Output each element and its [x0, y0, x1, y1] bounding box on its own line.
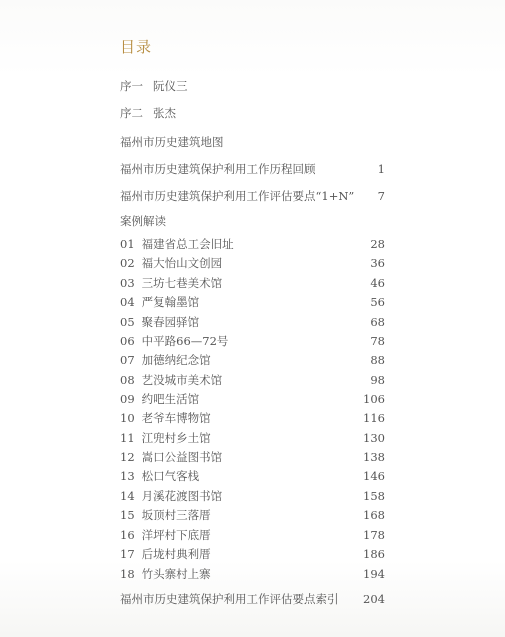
toc-case-row	[120, 295, 385, 309]
case-number: 02	[120, 256, 135, 270]
page-number: 88	[370, 353, 385, 367]
case-title: 坂顶村三落厝	[141, 508, 211, 522]
case-title: 江兜村乡土馆	[141, 431, 211, 445]
toc-case-row	[120, 315, 385, 329]
page-number: 46	[370, 276, 385, 290]
case-title: 后垅村典利厝	[141, 547, 211, 561]
case-number: 04	[120, 295, 135, 309]
page-number: 178	[363, 528, 385, 542]
page-number: 186	[363, 547, 385, 561]
case-number: 17	[120, 547, 135, 561]
map-heading: 福州市历史建筑地图	[120, 135, 224, 149]
page-number: 78	[370, 334, 385, 348]
page-number: 68	[370, 315, 385, 329]
case-number: 13	[120, 469, 135, 483]
page-title: 目录	[120, 38, 153, 56]
case-number: 14	[120, 489, 135, 503]
case-number: 05	[120, 315, 135, 329]
preface-label: 序二	[120, 106, 143, 120]
chapter-title: 福州市历史建筑保护利用工作历程回顾	[120, 162, 316, 176]
case-title: 月溪花渡图书馆	[141, 489, 223, 503]
case-number: 16	[120, 528, 135, 542]
case-title: 福建省总工会旧址	[141, 237, 234, 251]
page-number: 28	[370, 237, 385, 251]
toc-case-row	[120, 256, 385, 270]
case-number: 08	[120, 373, 135, 387]
toc-case-row	[120, 431, 385, 445]
case-title: 竹头寨村上寨	[141, 567, 211, 581]
case-title: 嵩口公益图书馆	[141, 450, 223, 464]
preface-2	[120, 105, 176, 121]
case-title: 中平路66—72号	[141, 334, 229, 348]
page-number: 1	[377, 162, 385, 176]
page-number: 158	[363, 489, 385, 503]
case-number: 07	[120, 353, 135, 367]
case-number: 10	[120, 411, 135, 425]
toc-case-row	[120, 489, 385, 503]
toc-case-row	[120, 567, 385, 581]
toc-case-row	[120, 353, 385, 367]
case-number: 03	[120, 276, 135, 290]
page-number: 168	[363, 508, 385, 522]
page-number: 36	[370, 256, 385, 270]
toc-case-row	[120, 237, 385, 251]
case-title: 聚春园驿馆	[141, 315, 200, 329]
preface-author: 张杰	[153, 106, 176, 120]
preface-author: 阮仪三	[153, 79, 188, 93]
case-number: 12	[120, 450, 135, 464]
page-number: 194	[363, 567, 385, 581]
page-number: 116	[363, 411, 385, 425]
toc-chapter-row	[120, 162, 385, 176]
case-title: 三坊七巷美术馆	[141, 276, 223, 290]
case-title: 洋坪村下底厝	[141, 528, 211, 542]
case-number: 11	[120, 431, 135, 445]
cases-heading: 案例解读	[120, 214, 166, 228]
case-title: 严复翰墨馆	[141, 295, 200, 309]
chapter-title: 福州市历史建筑保护利用工作评估要点“1+N”	[120, 189, 355, 203]
index-title: 福州市历史建筑保护利用工作评估要点索引	[120, 592, 339, 606]
page-number: 98	[370, 373, 385, 387]
toc-case-row	[120, 508, 385, 522]
toc-case-row	[120, 547, 385, 561]
page-number: 146	[363, 469, 385, 483]
case-number: 09	[120, 392, 135, 406]
toc-case-row	[120, 411, 385, 425]
case-number: 01	[120, 237, 135, 251]
preface-label: 序一	[120, 79, 143, 93]
case-number: 18	[120, 567, 135, 581]
case-title: 约吧生活馆	[141, 392, 200, 406]
case-title: 松口气客栈	[141, 469, 200, 483]
case-title: 加德纳纪念馆	[141, 353, 211, 367]
preface-1	[120, 78, 188, 94]
toc-case-row	[120, 528, 385, 542]
page-number: 106	[363, 392, 385, 406]
toc-case-row	[120, 334, 385, 348]
toc-case-row	[120, 392, 385, 406]
case-title: 艺没城市美术馆	[141, 373, 223, 387]
toc-case-row	[120, 450, 385, 464]
toc-chapter-row	[120, 189, 385, 203]
toc-index-row	[120, 592, 385, 606]
case-title: 老爷车博物馆	[141, 411, 211, 425]
page-number: 130	[363, 431, 385, 445]
page-number: 56	[370, 295, 385, 309]
toc-case-row	[120, 469, 385, 483]
toc-case-row	[120, 373, 385, 387]
case-title: 福大怡山文创园	[141, 256, 223, 270]
page-number: 204	[363, 592, 385, 606]
toc-case-row	[120, 276, 385, 290]
case-number: 06	[120, 334, 135, 348]
page-number: 7	[377, 189, 385, 203]
page-number: 138	[363, 450, 385, 464]
case-number: 15	[120, 508, 135, 522]
